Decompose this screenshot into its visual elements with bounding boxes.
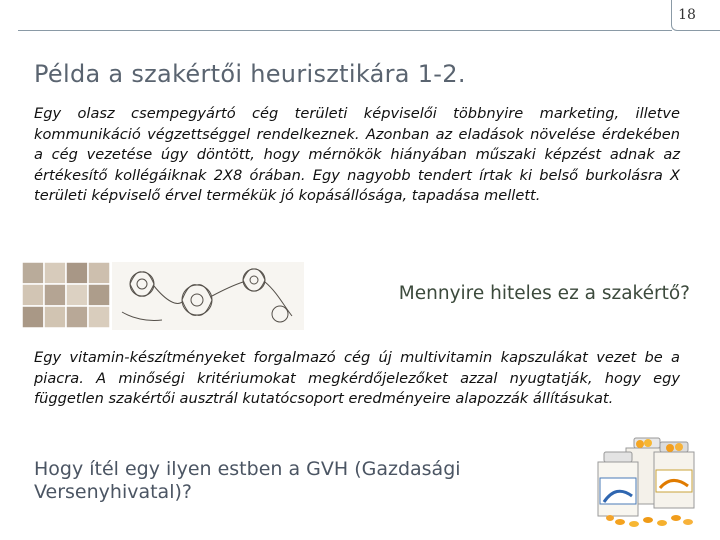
page-title: Példa a szakértői heurisztikára 1-2. [34, 60, 466, 88]
header-rule-right [702, 30, 720, 31]
vitamin-bottles-image [590, 430, 702, 528]
page-number: 18 [671, 0, 702, 31]
paragraph-vitamin-case: Egy vitamin-készítményeket forgalmazó cég új multivitamin kapszulákat vezet be a piacra. A minőségi kritériumokat megkérdőjelezőket azzal nyugtatják, hogy egy független szakértői ausztrál kutatócsoport eredményeire alapozzák állításukat. [34, 349, 680, 407]
paragraph-tile-case: Egy olasz csempegyártó cég területi képviselői többnyire marketing, illetve kommunikáció végzettséggel rendelkeznek. Azonban az eladások növelése érdekében a cég vezetése úgy döntött, hogy mérnökök hiányában műszaki képzést adnak az értékesítő kollégáiknak 2X8 órában. Egy nagyobb tendert írtak ki belső burkolásra X területi képviselő érvel termékük jó kopásállósága, tapadása mellett. [34, 105, 680, 204]
question-gvh: Hogy ítél egy ilyen estben a GVH (Gazdasági Versenyhivatal)? [34, 458, 461, 503]
tile-pattern-image [22, 262, 304, 330]
header-rule [18, 30, 672, 31]
question-credibility: Mennyire hiteles ez a szakértő? [398, 283, 690, 304]
